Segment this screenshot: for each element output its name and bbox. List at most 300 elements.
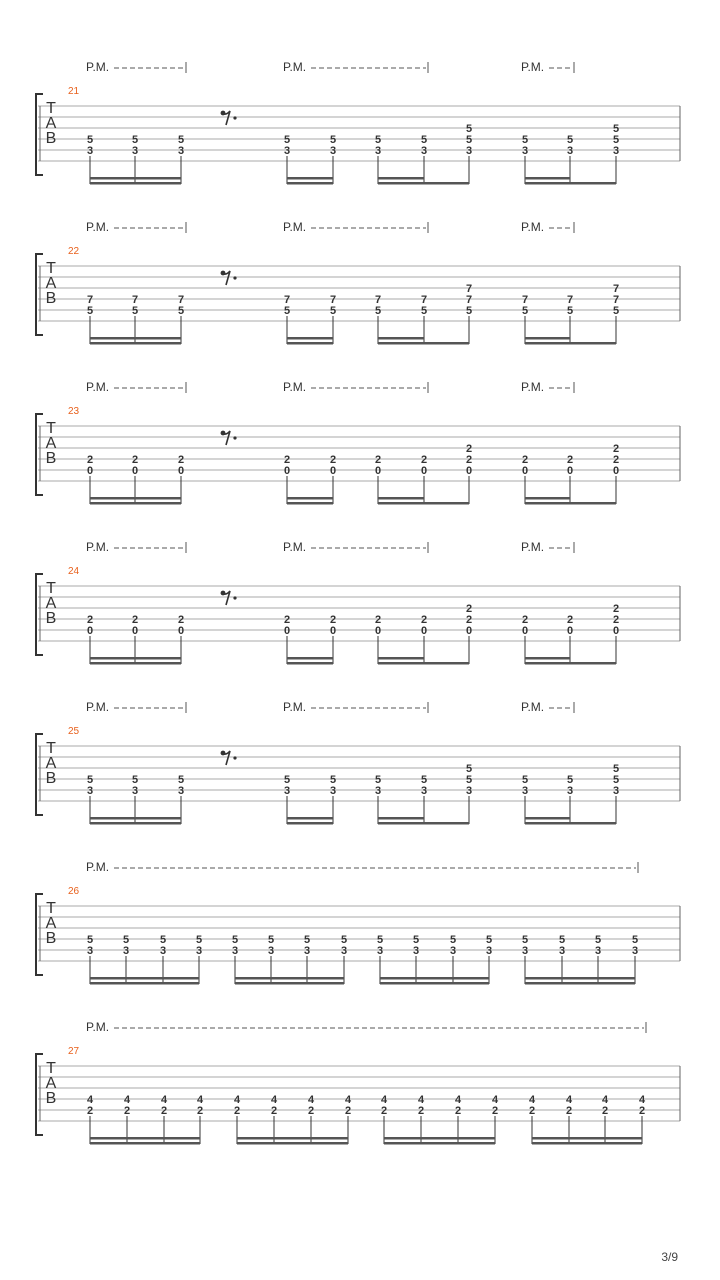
fret-number: 3 (131, 785, 139, 797)
fret-number: 2 (566, 454, 574, 466)
fret-number: 2 (160, 1105, 168, 1117)
fret-number: 3 (566, 145, 574, 157)
fret-number: 0 (612, 625, 620, 637)
fret-number: 5 (465, 134, 473, 146)
fret-number: 5 (485, 934, 493, 946)
beam (90, 342, 181, 345)
fret-number: 5 (465, 123, 473, 135)
beam (90, 182, 181, 185)
fret-number: 4 (307, 1094, 315, 1106)
fret-number: 7 (86, 294, 94, 306)
fret-number: 2 (465, 454, 473, 466)
measure-number: 27 (68, 1046, 80, 1057)
fret-number: 4 (638, 1094, 646, 1106)
eighth-rest-icon (221, 751, 237, 765)
fret-number: 0 (283, 625, 291, 637)
fret-number: 2 (565, 1105, 573, 1117)
beam (287, 497, 333, 500)
eighth-rest-icon (221, 111, 237, 125)
beam (378, 337, 424, 340)
palm-mute-label: P.M. (283, 220, 307, 234)
palm-mute-label: P.M. (86, 540, 110, 554)
fret-number: 5 (131, 305, 139, 317)
beam (525, 497, 570, 500)
fret-number: 4 (417, 1094, 425, 1106)
fret-number: 4 (601, 1094, 609, 1106)
tab-clef-letter: T (46, 900, 56, 917)
rest-stem (221, 111, 230, 125)
rest-dot (233, 276, 236, 279)
fret-number: 2 (86, 1105, 94, 1117)
fret-number: 3 (86, 785, 94, 797)
fret-number: 4 (528, 1094, 536, 1106)
fret-number: 3 (177, 145, 185, 157)
fret-number: 3 (86, 145, 94, 157)
fret-number: 3 (340, 945, 348, 957)
fret-number: 5 (376, 934, 384, 946)
fret-number: 0 (177, 465, 185, 477)
fret-number: 2 (417, 1105, 425, 1117)
fret-number: 0 (521, 625, 529, 637)
palm-mute-label: P.M. (86, 860, 110, 874)
beam (287, 817, 333, 820)
fret-number: 2 (612, 603, 620, 615)
fret-number: 5 (465, 774, 473, 786)
fret-number: 3 (86, 945, 94, 957)
fret-number: 3 (631, 945, 639, 957)
beam (90, 497, 181, 500)
fret-number: 2 (521, 614, 529, 626)
fret-number: 5 (177, 134, 185, 146)
beam (525, 822, 616, 825)
fret-number: 5 (159, 934, 167, 946)
fret-number: 7 (465, 294, 473, 306)
rest-stem (221, 431, 230, 445)
fret-number: 3 (195, 945, 203, 957)
fret-number: 5 (122, 934, 130, 946)
fret-number: 5 (283, 774, 291, 786)
beam (525, 662, 616, 665)
fret-number: 0 (566, 465, 574, 477)
beam (90, 982, 199, 985)
fret-number: 5 (374, 305, 382, 317)
fret-number: 5 (283, 305, 291, 317)
fret-number: 7 (465, 283, 473, 295)
measure-number: 25 (68, 726, 80, 737)
fret-number: 0 (329, 625, 337, 637)
fret-number: 5 (566, 134, 574, 146)
tab-clef-letter: T (46, 1060, 56, 1077)
beam (525, 182, 616, 185)
fret-number: 4 (565, 1094, 573, 1106)
rest-dot (233, 596, 236, 599)
fret-number: 5 (521, 774, 529, 786)
fret-number: 2 (566, 614, 574, 626)
fret-number: 2 (521, 454, 529, 466)
beam (90, 337, 181, 340)
measure-number: 23 (68, 406, 80, 417)
fret-number: 3 (303, 945, 311, 957)
fret-number: 7 (329, 294, 337, 306)
fret-number: 3 (177, 785, 185, 797)
rest-stem (221, 751, 230, 765)
page-number: 3/9 (661, 1250, 678, 1264)
fret-number: 5 (374, 134, 382, 146)
beam (380, 982, 489, 985)
beam (378, 497, 424, 500)
fret-number: 5 (566, 305, 574, 317)
fret-number: 5 (86, 134, 94, 146)
fret-number: 5 (329, 305, 337, 317)
fret-number: 2 (374, 614, 382, 626)
fret-number: 0 (177, 625, 185, 637)
fret-number: 0 (521, 465, 529, 477)
beam (237, 1137, 348, 1140)
fret-number: 5 (465, 305, 473, 317)
beam (384, 1142, 495, 1145)
fret-number: 5 (420, 305, 428, 317)
tab-clef-letter: T (46, 260, 56, 277)
palm-mute-label: P.M. (283, 700, 307, 714)
beam (378, 817, 424, 820)
fret-number: 4 (491, 1094, 499, 1106)
fret-number: 5 (86, 305, 94, 317)
beam (525, 977, 635, 980)
fret-number: 4 (160, 1094, 168, 1106)
fret-number: 5 (521, 134, 529, 146)
fret-number: 5 (303, 934, 311, 946)
palm-mute-label: P.M. (521, 220, 545, 234)
fret-number: 5 (612, 763, 620, 775)
tab-system-22 (36, 220, 680, 345)
fret-number: 0 (465, 625, 473, 637)
fret-number: 2 (131, 614, 139, 626)
beam (90, 657, 181, 660)
fret-number: 3 (329, 145, 337, 157)
fret-number: 3 (412, 945, 420, 957)
beam (237, 1142, 348, 1145)
fret-number: 7 (612, 294, 620, 306)
fret-number: 3 (329, 785, 337, 797)
fret-number: 4 (196, 1094, 204, 1106)
rest-stem (221, 271, 230, 285)
fret-number: 7 (177, 294, 185, 306)
fret-number: 3 (159, 945, 167, 957)
fret-number: 2 (465, 603, 473, 615)
fret-number: 4 (454, 1094, 462, 1106)
fret-number: 3 (521, 945, 529, 957)
beam (287, 177, 333, 180)
measure-number: 26 (68, 886, 80, 897)
fret-number: 3 (612, 785, 620, 797)
fret-number: 2 (307, 1105, 315, 1117)
fret-number: 5 (177, 774, 185, 786)
fret-number: 3 (449, 945, 457, 957)
fret-number: 2 (86, 454, 94, 466)
tab-clef-letter: T (46, 100, 56, 117)
fret-number: 2 (612, 443, 620, 455)
rest-dot (233, 756, 236, 759)
tab-clef-letter: T (46, 420, 56, 437)
fret-number: 7 (420, 294, 428, 306)
beam (525, 342, 616, 345)
fret-number: 3 (283, 785, 291, 797)
fret-number: 3 (374, 785, 382, 797)
fret-number: 7 (374, 294, 382, 306)
tab-clef-letter: B (45, 610, 57, 627)
fret-number: 2 (131, 454, 139, 466)
fret-number: 3 (465, 145, 473, 157)
fret-number: 5 (612, 123, 620, 135)
fret-number: 2 (86, 614, 94, 626)
tab-system-24 (36, 540, 680, 665)
beam (378, 657, 424, 660)
beam (90, 1142, 200, 1145)
fret-number: 0 (374, 625, 382, 637)
rest-stem (221, 591, 230, 605)
fret-number: 0 (131, 465, 139, 477)
fret-number: 2 (420, 454, 428, 466)
tab-clef-letter: A (45, 275, 57, 292)
fret-number: 2 (454, 1105, 462, 1117)
beam (90, 502, 181, 505)
beam (525, 982, 635, 985)
fret-number: 7 (283, 294, 291, 306)
beam (532, 1142, 642, 1145)
beam (532, 1137, 642, 1140)
fret-number: 3 (376, 945, 384, 957)
fret-number: 0 (86, 465, 94, 477)
beam (235, 982, 344, 985)
beam (525, 502, 616, 505)
fret-number: 5 (594, 934, 602, 946)
palm-mute-label: P.M. (283, 540, 307, 554)
palm-mute-label: P.M. (86, 220, 110, 234)
palm-mute-label: P.M. (283, 380, 307, 394)
fret-number: 7 (521, 294, 529, 306)
fret-number: 2 (612, 614, 620, 626)
beam (90, 177, 181, 180)
eighth-rest-icon (221, 591, 237, 605)
palm-mute-label: P.M. (283, 60, 307, 74)
fret-number: 0 (283, 465, 291, 477)
fret-number: 3 (558, 945, 566, 957)
beam (287, 342, 333, 345)
beam (287, 182, 333, 185)
fret-number: 0 (566, 625, 574, 637)
beam (378, 342, 469, 345)
fret-number: 5 (131, 134, 139, 146)
fret-number: 3 (521, 145, 529, 157)
beam (378, 662, 469, 665)
fret-number: 3 (612, 145, 620, 157)
fret-number: 5 (329, 774, 337, 786)
fret-number: 0 (612, 465, 620, 477)
fret-number: 4 (270, 1094, 278, 1106)
fret-number: 3 (566, 785, 574, 797)
fret-number: 0 (465, 465, 473, 477)
fret-number: 3 (267, 945, 275, 957)
fret-number: 3 (283, 145, 291, 157)
palm-mute-label: P.M. (521, 540, 545, 554)
palm-mute-label: P.M. (521, 380, 545, 394)
beam (378, 177, 424, 180)
fret-number: 2 (177, 454, 185, 466)
tab-system-26 (36, 860, 680, 985)
fret-number: 5 (558, 934, 566, 946)
beam (384, 1137, 495, 1140)
beam (525, 657, 570, 660)
beam (378, 822, 469, 825)
palm-mute-label: P.M. (86, 700, 110, 714)
fret-number: 3 (231, 945, 239, 957)
fret-number: 5 (86, 774, 94, 786)
fret-number: 5 (374, 774, 382, 786)
fret-number: 2 (283, 614, 291, 626)
fret-number: 5 (566, 774, 574, 786)
tab-clef-letter: T (46, 580, 56, 597)
fret-number: 7 (612, 283, 620, 295)
fret-number: 2 (123, 1105, 131, 1117)
tab-clef-letter: B (45, 1090, 57, 1107)
fret-number: 4 (380, 1094, 388, 1106)
fret-number: 3 (131, 145, 139, 157)
fret-number: 2 (491, 1105, 499, 1117)
tab-clef-letter: A (45, 1075, 57, 1092)
beam (235, 977, 344, 980)
eighth-rest-icon (221, 431, 237, 445)
fret-number: 3 (420, 145, 428, 157)
fret-number: 2 (233, 1105, 241, 1117)
beam (90, 822, 181, 825)
fret-number: 3 (374, 145, 382, 157)
fret-number: 2 (420, 614, 428, 626)
fret-number: 5 (131, 774, 139, 786)
fret-number: 3 (521, 785, 529, 797)
fret-number: 0 (420, 625, 428, 637)
tab-clef-letter: T (46, 740, 56, 757)
fret-number: 5 (86, 934, 94, 946)
fret-number: 5 (231, 934, 239, 946)
fret-number: 5 (267, 934, 275, 946)
tab-system-23 (36, 380, 680, 505)
beam (525, 337, 570, 340)
fret-number: 2 (528, 1105, 536, 1117)
tab-clef-letter: B (45, 770, 57, 787)
beam (287, 822, 333, 825)
fret-number: 0 (329, 465, 337, 477)
measure-number: 22 (68, 246, 80, 257)
fret-number: 4 (86, 1094, 94, 1106)
fret-number: 5 (521, 934, 529, 946)
beam (287, 502, 333, 505)
fret-number: 2 (329, 454, 337, 466)
beam (90, 662, 181, 665)
palm-mute-label: P.M. (521, 60, 545, 74)
fret-number: 2 (638, 1105, 646, 1117)
fret-number: 3 (465, 785, 473, 797)
fret-number: 2 (283, 454, 291, 466)
tab-system-25 (36, 700, 680, 825)
beam (380, 977, 489, 980)
beam (378, 182, 469, 185)
beam (525, 817, 570, 820)
tab-clef-letter: B (45, 930, 57, 947)
fret-number: 2 (196, 1105, 204, 1117)
tab-clef-letter: B (45, 290, 57, 307)
fret-number: 3 (420, 785, 428, 797)
fret-number: 5 (612, 774, 620, 786)
beam (90, 977, 199, 980)
fret-number: 3 (594, 945, 602, 957)
fret-number: 4 (344, 1094, 352, 1106)
measure-number: 21 (68, 86, 80, 97)
fret-number: 5 (449, 934, 457, 946)
fret-number: 2 (329, 614, 337, 626)
palm-mute-label: P.M. (86, 60, 110, 74)
fret-number: 7 (566, 294, 574, 306)
fret-number: 0 (420, 465, 428, 477)
fret-number: 5 (612, 134, 620, 146)
tab-clef-letter: B (45, 450, 57, 467)
beam (287, 657, 333, 660)
measure-number: 24 (68, 566, 80, 577)
fret-number: 2 (270, 1105, 278, 1117)
tab-clef-letter: A (45, 595, 57, 612)
tab-clef-letter: A (45, 115, 57, 132)
fret-number: 5 (420, 134, 428, 146)
beam (90, 817, 181, 820)
fret-number: 5 (521, 305, 529, 317)
fret-number: 0 (86, 625, 94, 637)
fret-number: 5 (420, 774, 428, 786)
palm-mute-label: P.M. (86, 380, 110, 394)
eighth-rest-icon (221, 271, 237, 285)
rest-dot (233, 116, 236, 119)
fret-number: 4 (233, 1094, 241, 1106)
beam (287, 662, 333, 665)
fret-number: 0 (131, 625, 139, 637)
tab-system-21 (36, 60, 680, 185)
rest-dot (233, 436, 236, 439)
fret-number: 5 (283, 134, 291, 146)
fret-number: 5 (612, 305, 620, 317)
beam (525, 177, 570, 180)
fret-number: 2 (465, 614, 473, 626)
fret-number: 2 (344, 1105, 352, 1117)
fret-number: 0 (374, 465, 382, 477)
fret-number: 3 (485, 945, 493, 957)
fret-number: 2 (601, 1105, 609, 1117)
tab-clef-letter: A (45, 755, 57, 772)
fret-number: 5 (412, 934, 420, 946)
tab-clef-letter: A (45, 435, 57, 452)
tab-clef-letter: A (45, 915, 57, 932)
fret-number: 5 (465, 763, 473, 775)
tab-system-27 (36, 1020, 680, 1145)
fret-number: 5 (631, 934, 639, 946)
fret-number: 4 (123, 1094, 131, 1106)
fret-number: 5 (195, 934, 203, 946)
fret-number: 7 (131, 294, 139, 306)
fret-number: 2 (380, 1105, 388, 1117)
palm-mute-label: P.M. (521, 700, 545, 714)
fret-number: 2 (374, 454, 382, 466)
fret-number: 2 (465, 443, 473, 455)
fret-number: 2 (177, 614, 185, 626)
tab-clef-letter: B (45, 130, 57, 147)
palm-mute-label: P.M. (86, 1020, 110, 1034)
